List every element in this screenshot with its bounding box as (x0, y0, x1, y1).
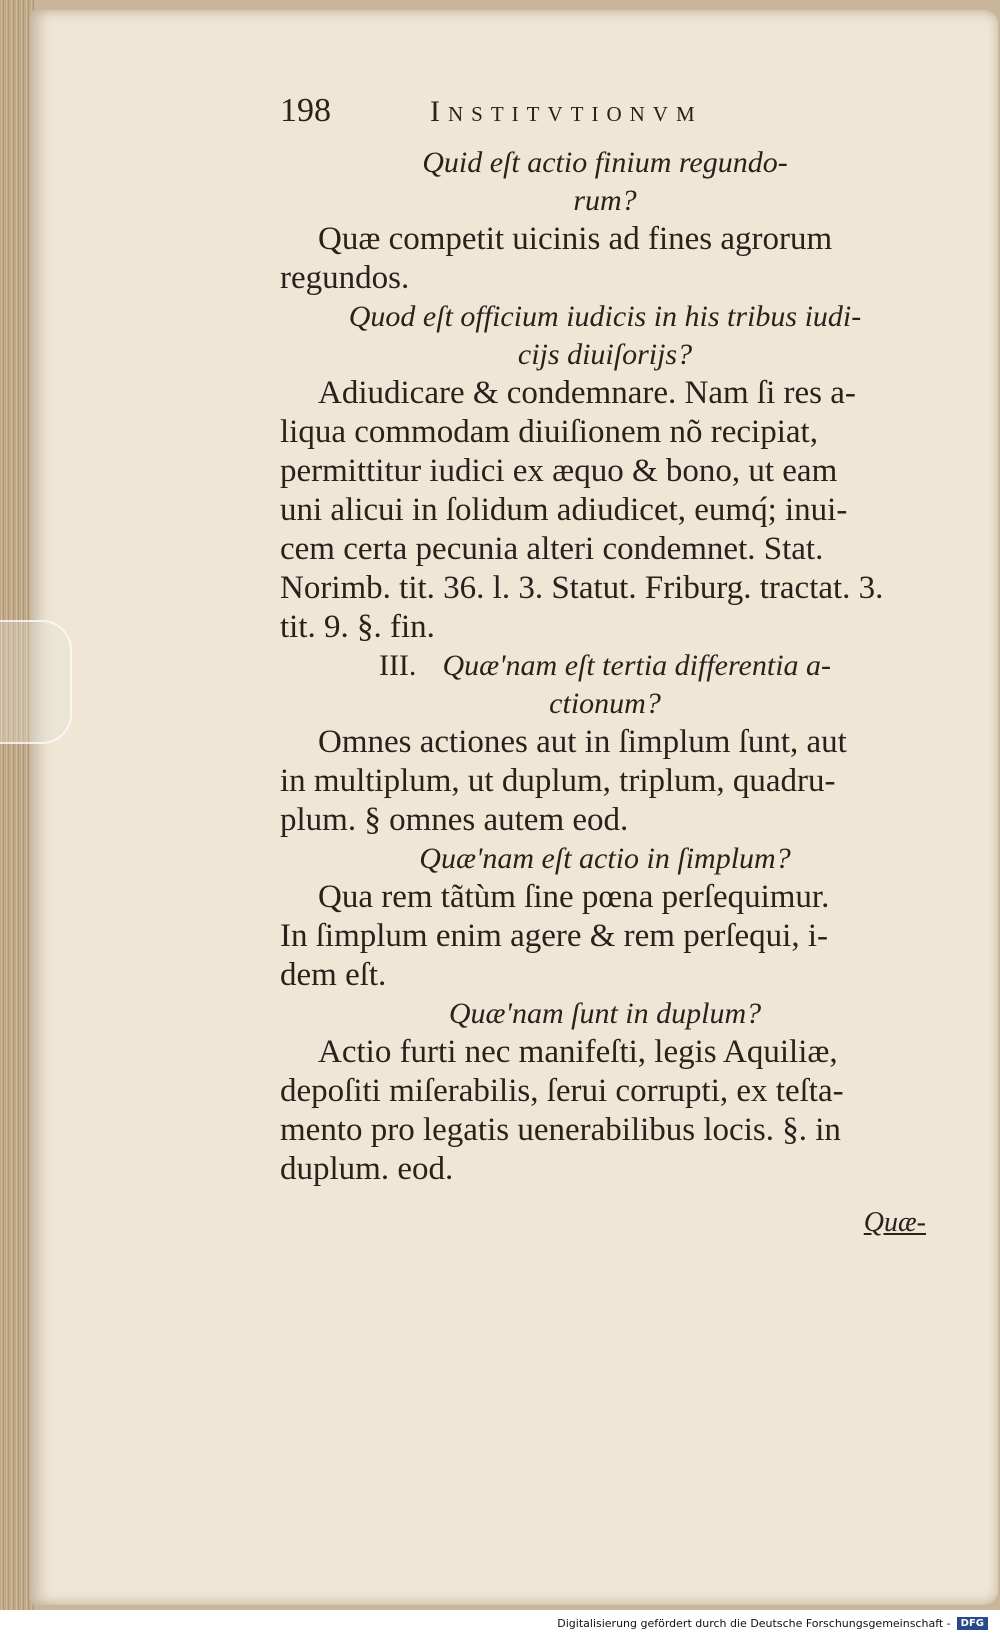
footer-credit: Digitalisierung gefördert durch die Deutsche Forschungsgemeinschaft - (557, 1617, 951, 1630)
question-heading (280, 144, 930, 220)
answer-line: uni alicui in ſolidum adiudicet, eumq́; inui- (280, 492, 848, 528)
answer-line: tit. 9. §. fin. (280, 609, 435, 645)
answer-paragraph (280, 878, 930, 995)
question-line: Quæ'nam eſt actio in ſimplum? (419, 842, 791, 875)
answer-line: permittitur iudici ex æquo & bono, ut eam (280, 453, 838, 489)
question-heading (280, 995, 930, 1033)
answer-line: in multiplum, ut duplum, triplum, quadru- (280, 763, 836, 799)
section-number: III. (378, 649, 417, 682)
answer-line: regundos. (280, 260, 410, 296)
answer-line: duplum. eod. (280, 1151, 454, 1187)
question-heading (280, 298, 930, 374)
catchword: Quæ- (863, 1207, 926, 1238)
question-heading (280, 647, 930, 723)
digitization-footer (0, 1610, 1000, 1637)
answer-paragraph (280, 220, 930, 298)
answer-line: cem certa pecunia alteri condemnet. Stat. (280, 531, 824, 567)
question-line: Quod eſt officium iudicis in his tribus iudi- (348, 300, 862, 333)
dfg-logo: DFG (957, 1617, 988, 1630)
answer-paragraph (280, 723, 930, 840)
question-line: rum? (573, 184, 637, 217)
answer-line: Adiudicare & condemnare. Nam ſi res a- (318, 375, 856, 411)
running-title: Institvtionvm (430, 95, 703, 128)
answer-line: In ſimplum enim agere & rem perſequi, i- (280, 918, 828, 954)
question-line (280, 647, 930, 685)
text-blocks (280, 144, 930, 1189)
answer-line: Quæ competit uicinis ad fines agrorum (318, 221, 833, 257)
running-head (280, 92, 930, 144)
answer-line: liqua commodam diuiſionem nõ recipiat, (280, 414, 818, 450)
question-heading (280, 840, 930, 878)
answer-paragraph (280, 1033, 930, 1189)
answer-line: Norimb. tit. 36. l. 3. Statut. Friburg. tractat. 3. (280, 570, 884, 606)
question-line: cijs diuiſorijs? (517, 338, 693, 371)
answer-paragraph (280, 374, 930, 647)
answer-line: depoſiti miſerabilis, ſerui corrupti, ex teſta- (280, 1073, 844, 1109)
answer-line: Actio furti nec manifeſti, legis Aquiliæ, (318, 1034, 838, 1070)
question-line: ctionum? (549, 687, 661, 720)
page-clip (0, 620, 72, 744)
answer-line: mento pro legatis uenerabilibus locis. §. in (280, 1112, 841, 1148)
question-text: Quæ'nam eſt tertia differentia a- (442, 649, 832, 682)
answer-line: dem eſt. (280, 957, 387, 993)
question-line: Quid eſt actio finium regundo- (422, 146, 788, 179)
page-edges (0, 0, 34, 1610)
page-number: 198 (280, 92, 331, 129)
question-line: Quæ'nam ſunt in duplum? (448, 997, 762, 1030)
page-text (280, 92, 930, 1239)
answer-line: plum. § omnes autem eod. (280, 802, 629, 838)
answer-line: Qua rem tãtùm ſine pœna perſequimur. (318, 879, 830, 915)
answer-line: Omnes actiones aut in ſimplum ſunt, aut (318, 724, 847, 760)
